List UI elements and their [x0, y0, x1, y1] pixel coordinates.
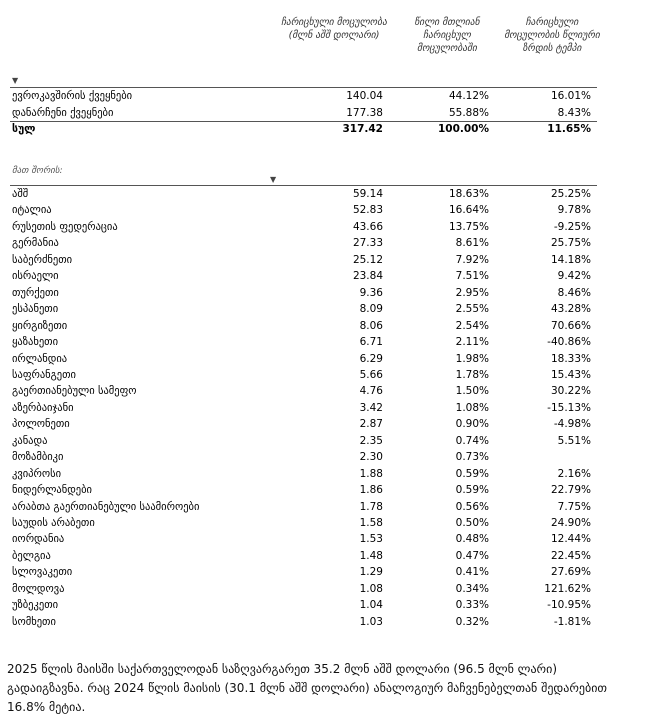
row-growth: 16.01% — [550, 90, 591, 102]
row-volume: 23.84 — [352, 270, 383, 283]
table-row — [10, 400, 597, 417]
row-volume: 1.48 — [359, 549, 383, 562]
row-volume: 6.71 — [359, 336, 383, 349]
row-volume: 43.66 — [352, 220, 383, 233]
table-row — [10, 482, 597, 499]
row-growth: 70.66% — [550, 319, 591, 332]
row-label: იორდანია — [12, 533, 65, 546]
filter-dropdown-icon[interactable]: ▼ — [12, 76, 19, 85]
table-row — [10, 186, 597, 203]
row-label: საფრანგეთი — [12, 368, 76, 381]
row-growth: 9.78% — [557, 204, 591, 217]
row-share: 7.51% — [455, 270, 489, 283]
row-share: 1.50% — [455, 385, 489, 398]
row-share: 0.73% — [455, 451, 489, 464]
table-row — [10, 105, 597, 122]
total-label: სულ — [12, 123, 36, 135]
row-growth: 12.44% — [550, 533, 591, 546]
table-row — [10, 597, 597, 614]
header-growth: ჩარიცხული მოცულობის წლიური ზრდის ტემპი — [504, 17, 600, 54]
row-label: მოლდოვა — [12, 582, 65, 595]
row-growth: 30.22% — [550, 385, 591, 398]
row-share: 18.63% — [448, 188, 489, 200]
row-growth: 5.51% — [557, 434, 591, 447]
row-label: საუდის არაბეთი — [12, 517, 95, 529]
row-label: სლოვაკეთი — [12, 566, 73, 579]
table-row — [10, 564, 597, 581]
row-share: 0.41% — [455, 566, 489, 579]
row-share: 0.74% — [455, 434, 489, 447]
row-growth: 22.79% — [550, 484, 591, 497]
row-volume: 1.88 — [359, 467, 383, 480]
header-share: წილი მთლიან ჩარიცხულ მოცულობაში — [414, 17, 480, 54]
row-growth: 2.16% — [557, 467, 591, 480]
row-label: თურქეთი — [12, 286, 59, 299]
row-share: 0.34% — [455, 582, 489, 595]
row-growth: 121.62% — [544, 582, 591, 595]
table-row — [10, 548, 597, 565]
row-share: 0.59% — [455, 467, 489, 480]
row-label: აზერბაიჯანი — [12, 401, 74, 414]
row-volume: 8.06 — [359, 319, 383, 332]
table-row — [10, 449, 597, 466]
row-share: 0.90% — [455, 418, 489, 431]
row-label: ნიდერლანდები — [12, 484, 92, 497]
row-volume: 3.42 — [359, 401, 383, 414]
row-label: ესპანეთი — [12, 303, 59, 316]
row-growth: 8.43% — [557, 106, 591, 119]
table-row — [10, 614, 597, 631]
table-row — [10, 433, 597, 450]
row-growth: -15.13% — [547, 401, 591, 414]
row-label: არაბთა გაერთიანებული საამიროები — [12, 500, 200, 513]
row-growth: -9.25% — [553, 220, 591, 233]
table-row — [10, 318, 597, 335]
row-volume: 1.08 — [359, 582, 383, 595]
row-growth: 27.69% — [550, 566, 591, 579]
row-volume: 177.38 — [346, 106, 383, 119]
table-row — [10, 351, 597, 368]
table-row — [10, 515, 597, 532]
row-volume: 2.30 — [359, 451, 383, 464]
table-row — [10, 383, 597, 400]
row-growth: 43.28% — [550, 303, 591, 316]
row-volume: 6.29 — [359, 352, 383, 365]
table-row — [10, 581, 597, 598]
row-share: 0.59% — [455, 484, 489, 497]
row-label: ისრაელი — [12, 270, 59, 283]
row-volume: 2.35 — [359, 434, 383, 447]
header-volume: ჩარიცხული მოცულობა (მლნ აშშ დოლარი) — [281, 17, 387, 41]
row-label: დანარჩენი ქვეყნები — [12, 106, 114, 119]
row-share: 1.78% — [455, 368, 489, 381]
row-share: 8.61% — [455, 237, 489, 250]
row-label: ყაზახეთი — [12, 336, 59, 349]
row-label: ევროკავშირის ქვეყნები — [12, 90, 133, 102]
table-row — [10, 301, 597, 318]
row-label: უზბეკეთი — [12, 599, 59, 612]
row-share: 55.88% — [448, 106, 489, 119]
row-volume: 1.03 — [359, 615, 383, 628]
row-share: 0.48% — [455, 533, 489, 546]
row-volume: 2.87 — [359, 418, 383, 431]
row-label: ბელგია — [12, 549, 51, 562]
row-label: ყირგიზეთი — [12, 319, 68, 332]
total-share: 100.00% — [437, 123, 489, 135]
table-row — [10, 219, 597, 236]
row-label: აშშ — [12, 188, 29, 200]
row-share: 0.32% — [455, 615, 489, 628]
row-label: ირლანდია — [12, 352, 68, 365]
row-share: 16.64% — [448, 204, 489, 217]
row-share: 0.33% — [455, 599, 489, 612]
total-growth: 11.65% — [547, 123, 591, 135]
row-label: გერმანია — [12, 237, 59, 250]
row-volume: 8.09 — [359, 303, 383, 316]
row-share: 2.55% — [455, 303, 489, 316]
row-volume: 1.29 — [359, 566, 383, 579]
table-row — [10, 334, 597, 351]
table-row — [10, 235, 597, 252]
row-volume: 140.04 — [346, 90, 383, 102]
row-label: პოლონეთი — [12, 418, 70, 431]
row-label: კვიპროსი — [12, 467, 62, 480]
table-row — [10, 499, 597, 516]
row-share: 1.08% — [455, 401, 489, 414]
row-label: მოზამბიკი — [12, 451, 64, 464]
row-growth: 9.42% — [557, 270, 591, 283]
row-growth: 15.43% — [550, 368, 591, 381]
row-share: 0.50% — [455, 517, 489, 529]
total-row — [10, 121, 597, 138]
row-growth: 22.45% — [550, 549, 591, 562]
row-growth: -4.98% — [553, 418, 591, 431]
filter-dropdown-icon[interactable]: ▼ — [270, 175, 277, 184]
row-label: რუსეთის ფედერაცია — [12, 220, 118, 233]
sub-label: მათ შორის: — [12, 166, 63, 176]
row-share: 44.12% — [448, 90, 489, 102]
row-growth: -1.81% — [553, 615, 591, 628]
table-row — [10, 252, 597, 269]
table-header — [10, 16, 600, 88]
table-row — [10, 416, 597, 433]
row-growth: 24.90% — [550, 517, 591, 529]
row-growth: 25.75% — [550, 237, 591, 250]
row-volume: 25.12 — [352, 253, 383, 266]
row-growth: 25.25% — [550, 188, 591, 200]
row-share: 1.98% — [455, 352, 489, 365]
row-share: 2.54% — [455, 319, 489, 332]
row-growth: 7.75% — [557, 500, 591, 513]
row-growth: -40.86% — [547, 336, 591, 349]
row-volume: 5.66 — [359, 368, 383, 381]
table-row — [10, 202, 597, 219]
row-volume: 27.33 — [352, 237, 383, 250]
row-share: 2.95% — [455, 286, 489, 299]
row-volume: 1.04 — [359, 599, 383, 612]
row-label: გაერთიანებული სამეფო — [12, 385, 137, 398]
row-label: იტალია — [12, 204, 52, 217]
row-volume: 52.83 — [352, 204, 383, 217]
row-volume: 1.58 — [359, 517, 383, 529]
row-label: კანადა — [12, 434, 48, 447]
table-row — [10, 88, 597, 105]
summary-paragraph: 2025 წლის მაისში საქართველოდან საზღვარგარეთ 35.2 მლნ აშშ დოლარი (96.5 მლნ ლარი) გადაიგზავნა. რაც 2024 წლის მაისის (30.1 მლნ აშშ დოლარი) ანალოგიურ მაჩვენებელთან შედარებით 16.8% მეტია. — [7, 662, 608, 714]
row-share: 2.11% — [455, 336, 489, 349]
row-growth: 8.46% — [557, 286, 591, 299]
row-growth: -10.95% — [547, 599, 591, 612]
row-volume: 4.76 — [359, 385, 383, 398]
table-row — [10, 531, 597, 548]
table-row — [10, 285, 597, 302]
row-growth: 18.33% — [550, 352, 591, 365]
row-volume: 1.86 — [359, 484, 383, 497]
total-volume: 317.42 — [342, 123, 383, 135]
row-volume: 9.36 — [359, 286, 383, 299]
table-row — [10, 466, 597, 483]
row-share: 7.92% — [455, 253, 489, 266]
table-row — [10, 268, 597, 285]
row-volume: 1.78 — [359, 500, 383, 513]
row-share: 0.47% — [455, 549, 489, 562]
row-label: სომხეთი — [12, 615, 56, 628]
row-share: 0.56% — [455, 500, 489, 513]
row-label: საბერძნეთი — [12, 253, 73, 266]
row-volume: 59.14 — [352, 188, 383, 200]
table-row — [10, 367, 597, 384]
row-share: 13.75% — [448, 220, 489, 233]
row-growth: 14.18% — [550, 253, 591, 266]
row-volume: 1.53 — [359, 533, 383, 546]
